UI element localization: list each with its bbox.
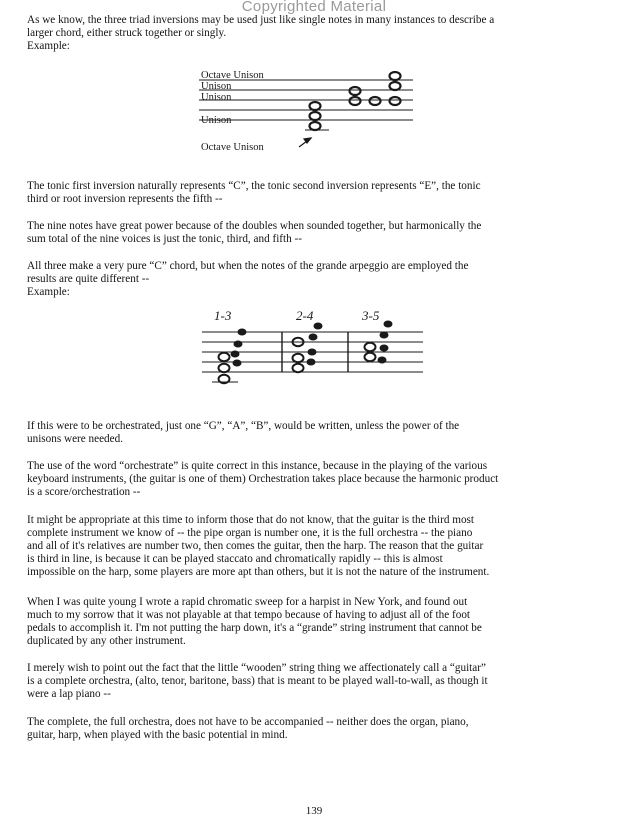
filled-note (231, 351, 240, 358)
whole-note (390, 72, 401, 80)
filled-note (384, 321, 393, 328)
text-line: keyboard instruments, (the guitar is one of them) Orchestration takes place because the harmonic product (27, 473, 499, 485)
text-line: results are quite different -- (27, 273, 150, 285)
filled-note (314, 323, 323, 330)
paragraph-tonic-inversions (27, 180, 599, 206)
text-line: complete instrument we know of -- the pipe organ is number one, it is the full orchestra -- the piano (27, 527, 473, 539)
text-line: If this were to be orchestrated, just one “G”, “A”, “B”, would be written, unless the power of the (27, 420, 460, 432)
whole-note (365, 353, 376, 361)
text-line: All three make a very pure “C” chord, but when the notes of the grande arpeggio are employed the (27, 260, 469, 272)
whole-note (350, 97, 361, 105)
whole-note (219, 353, 230, 361)
whole-note (390, 82, 401, 90)
text-line: The nine notes have great power because of the doubles when sounded together, but harmonically the (27, 220, 482, 232)
filled-note (380, 332, 389, 339)
text-line: third or root inversion represents the fifth -- (27, 193, 223, 205)
filled-note (309, 334, 318, 341)
measure-label: 3-5 (362, 308, 380, 323)
whole-note (310, 112, 321, 120)
whole-note (310, 122, 321, 130)
arrow-icon (299, 138, 311, 147)
text-line: unisons were needed. (27, 433, 123, 445)
text-line: impossible on the harp, some players are more apt than others, but it is not the nature of the instrument. (27, 566, 490, 578)
page-number: 139 (305, 805, 323, 817)
paragraph-harpist (27, 596, 599, 648)
text-line: is a complete orchestra, (alto, tenor, baritone, bass) that is meant to be played wall-to-wall, as though it (27, 675, 488, 687)
text-line: When I was quite young I wrote a rapid chromatic sweep for a harpist in New York, and found out (27, 596, 468, 608)
text-line: As we know, the three triad inversions may be used just like single notes in many instances to describe a (27, 14, 495, 26)
paragraph-grande-arpeggio (27, 260, 599, 299)
whole-notes (310, 72, 401, 130)
paragraph-wooden-guitar (27, 662, 599, 701)
label-unison-1: Unison (201, 81, 232, 92)
text-line: much to my sorrow that it was not playable at that tempo because of having to adjust all of the foot (27, 609, 471, 621)
label-unison-3: Unison (201, 115, 232, 126)
whole-note (219, 364, 230, 372)
filled-note (234, 341, 243, 348)
filled-note (308, 349, 317, 356)
intro-paragraph (27, 14, 599, 53)
arpeggio-staff-figure (198, 302, 428, 394)
whole-note (370, 97, 381, 105)
filled-note (378, 357, 387, 364)
whole-note (310, 102, 321, 110)
text-line: were a lap piano -- (27, 688, 111, 700)
text-line: I merely wish to point out the fact that the little “wooden” string thing we affectionately call a “guitar” (27, 662, 486, 674)
copyright-watermark: Copyrighted Material (241, 0, 387, 15)
filled-note (380, 345, 389, 352)
whole-note (350, 87, 361, 95)
text-line: The use of the word “orchestrate” is quite correct in this instance, because in the playing of the various (27, 460, 488, 472)
text-line: Example: (27, 286, 70, 298)
whole-note (390, 97, 401, 105)
whole-note (365, 343, 376, 351)
filled-note (307, 359, 316, 366)
paragraph-nine-notes (27, 220, 599, 246)
text-line: duplicated by any other instrument. (27, 635, 186, 647)
measure-label: 1-3 (214, 308, 232, 323)
unison-staff-figure (195, 62, 425, 160)
filled-note (238, 329, 247, 336)
text-line: The complete, the full orchestra, does not have to be accompanied -- neither does the organ, piano, (27, 716, 469, 728)
text-line: is third in line, is because it can be played staccato and chromatically rapidly -- this is almost (27, 553, 443, 565)
text-line: It might be appropriate at this time to inform those that do not know, that the guitar is the third most (27, 514, 475, 526)
text-line: Example: (27, 40, 70, 52)
text-line: sum total of the nine voices is just the tonic, third, and fifth -- (27, 233, 302, 245)
text-line: larger chord, either struck together or singly. (27, 27, 227, 39)
filled-note (233, 360, 242, 367)
label-unison-2: Unison (201, 92, 232, 103)
whole-note (293, 354, 304, 362)
text-line: pedals to accomplish it. I'm not putting the harp down, it's a “grande” string instrument that cannot be (27, 622, 482, 634)
whole-note (293, 364, 304, 372)
paragraph-orchestrated (27, 420, 599, 446)
paragraph-guitar-third (27, 514, 599, 579)
text-line: and all of it's relatives are number two, then comes the guitar, then the harp. The reason that the guitar (27, 540, 484, 552)
text-line: The tonic first inversion naturally represents “C”, the tonic second inversion represents “E”, the tonic (27, 180, 481, 192)
label-octave-unison-top: Octave Unison (201, 70, 264, 81)
text-line: guitar, harp, when played with the basic potential in mind. (27, 729, 288, 741)
measure-label: 2-4 (296, 308, 314, 323)
text-line: is a score/orchestration -- (27, 486, 141, 498)
paragraph-orchestrate-word (27, 460, 599, 499)
label-octave-unison-bottom: Octave Unison (201, 142, 264, 153)
paragraph-full-orchestra (27, 716, 599, 742)
